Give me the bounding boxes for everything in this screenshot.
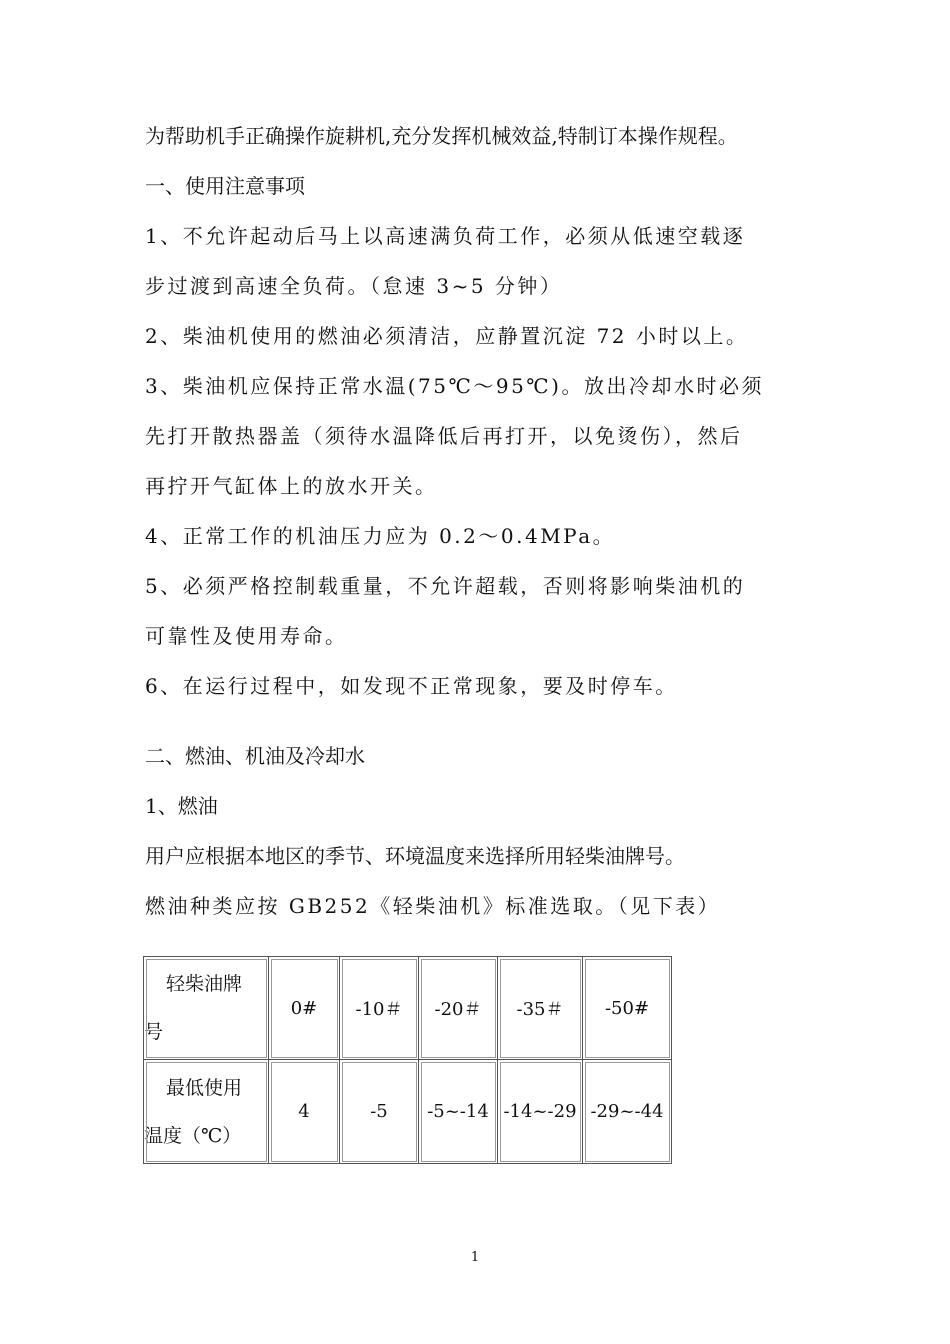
table-cell: -10＃ <box>340 957 419 1060</box>
text-line: 可靠性及使用寿命。 <box>145 624 348 648</box>
table-cell: -29~-44 <box>583 1060 672 1164</box>
section2-heading: 二、燃油、机油及冷却水 <box>145 744 365 768</box>
table-cell: -35＃ <box>498 957 583 1060</box>
text-line: 6、在运行过程中，如发现不正常现象，要及时停车。 <box>145 674 678 698</box>
header-line: 最低使用 <box>166 1076 243 1099</box>
text-line: 5、必须严格控制载重量，不允许超载，否则将影响柴油机的 <box>145 574 746 598</box>
table-header-cell <box>144 1060 269 1164</box>
table-cell: -14~-29 <box>498 1060 583 1164</box>
table-row <box>144 957 672 1060</box>
intro-paragraph: 为帮助机手正确操作旋耕机,充分发挥机械效益,特制订本操作规程。 <box>145 124 738 148</box>
text-line: 4、正常工作的机油压力应为 0.2～0.4MPa。 <box>145 524 616 548</box>
text-line: 燃油种类应按 GB252《轻柴油机》标准选取。（见下表） <box>145 894 721 918</box>
text-line: 2、柴油机使用的燃油必须清洁，应静置沉淀 72 小时以上。 <box>145 324 749 348</box>
table-header-cell <box>144 957 269 1060</box>
text-line: 先打开散热器盖（须待水温降低后再打开，以免烫伤），然后 <box>145 424 743 448</box>
text-line: 再拧开气缸体上的放水开关。 <box>145 474 438 498</box>
text-line: 用户应根据本地区的季节、环境温度来选择所用轻柴油牌号。 <box>145 844 685 868</box>
table-cell: -20＃ <box>419 957 498 1060</box>
section1-heading: 一、使用注意事项 <box>145 174 305 198</box>
table-cell: -5~-14 <box>419 1060 498 1164</box>
table-cell: 0# <box>269 957 340 1060</box>
header-line: 温度（℃） <box>144 1124 242 1147</box>
text-line: 1、不允许起动后马上以高速满负荷工作，必须从低速空载逐 <box>145 224 746 248</box>
table-cell: -5 <box>340 1060 419 1164</box>
text-line: 3、柴油机应保持正常水温(75℃～95℃)。放出冷却水时必须 <box>145 374 764 398</box>
text-line: 步过渡到高速全负荷。（怠速 3~5 分钟） <box>145 274 563 298</box>
table-row <box>144 1060 672 1164</box>
subsection-heading: 1、燃油 <box>145 794 218 818</box>
header-line: 号 <box>144 1021 164 1043</box>
fuel-grade-table <box>143 956 672 1164</box>
table-cell: 4 <box>269 1060 340 1164</box>
page-number: 1 <box>470 1250 480 1265</box>
table-cell: -50# <box>583 957 672 1060</box>
header-line: 轻柴油牌 <box>166 973 243 995</box>
